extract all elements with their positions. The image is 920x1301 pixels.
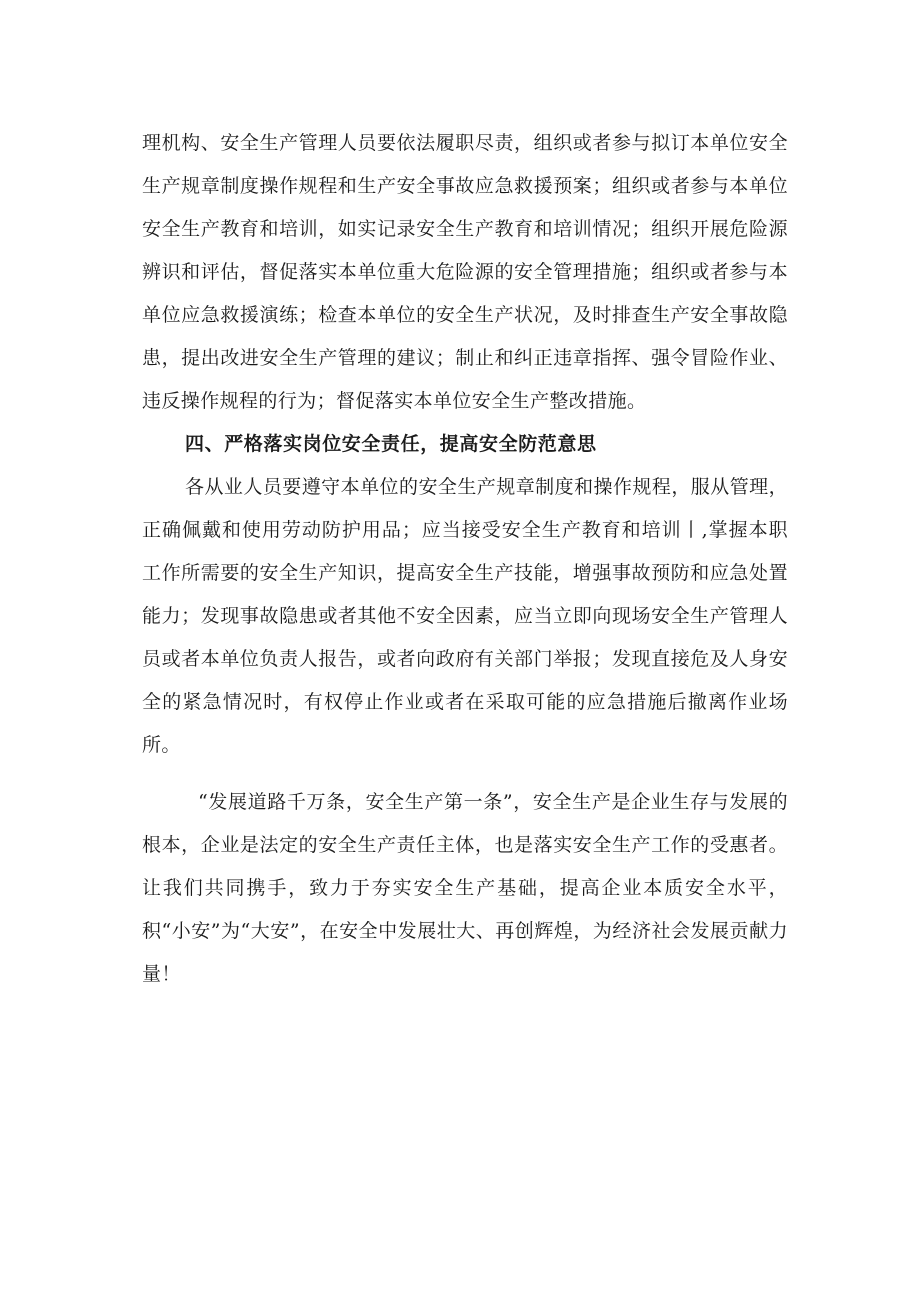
- paragraph-closing: “发展道路千万条，安全生产第一条”，安全生产是企业生存与发展的根本，企业是法定的安全生产责任主体，也是落实安全生产工作的受惠者。让我们共同携手，致力于夯实安全生产基础，提高企业本质安全水平，积“小安”为“大安”，在安全中发展壮大、再创辉煌，为经济社会发展贡献力量！: [142, 791, 788, 985]
- section-heading-4: 四、严格落实岗位安全责任，提高安全防范意思: [185, 433, 597, 455]
- paragraph-spacer: [142, 767, 788, 781]
- document-body: [142, 122, 788, 996]
- paragraph-employee-duties: 各从业人员要遵守本单位的安全生产规章制度和操作规程，服从管理，正确佩戴和使用劳动防护用品；应当接受安全生产教育和培训丨,掌握本职工作所需要的安全生产知识，提高安全生产技能，增强事故预防和应急处置能力；发现事故隐患或者其他不安全因素，应当立即向现场安全生产管理人员或者本单位负责人报告，或者向政府有关部门举报；发现直接危及人身安全的紧急情况时，有权停止作业或者在采取可能的应急措施后撤离作业场所。: [142, 476, 788, 756]
- paragraph-safety-management-duties: 理机构、安全生产管理人员要依法履职尽责，组织或者参与拟订本单位安全生产规章制度操作规程和生产安全事故应急救援预案；组织或者参与本单位安全生产教育和培训，如实记录安全生产教育和培训情况；组织开展危险源辨识和评估，督促落实本单位重大危险源的安全管理措施；组织或者参与本单位应急救援演练；检查本单位的安全生产状况，及时排查生产安全事故隐患，提出改进安全生产管理的建议；制止和纠正违章指挥、强令冒险作业、违反操作规程的行为；督促落实本单位安全生产整改措施。: [142, 132, 788, 412]
